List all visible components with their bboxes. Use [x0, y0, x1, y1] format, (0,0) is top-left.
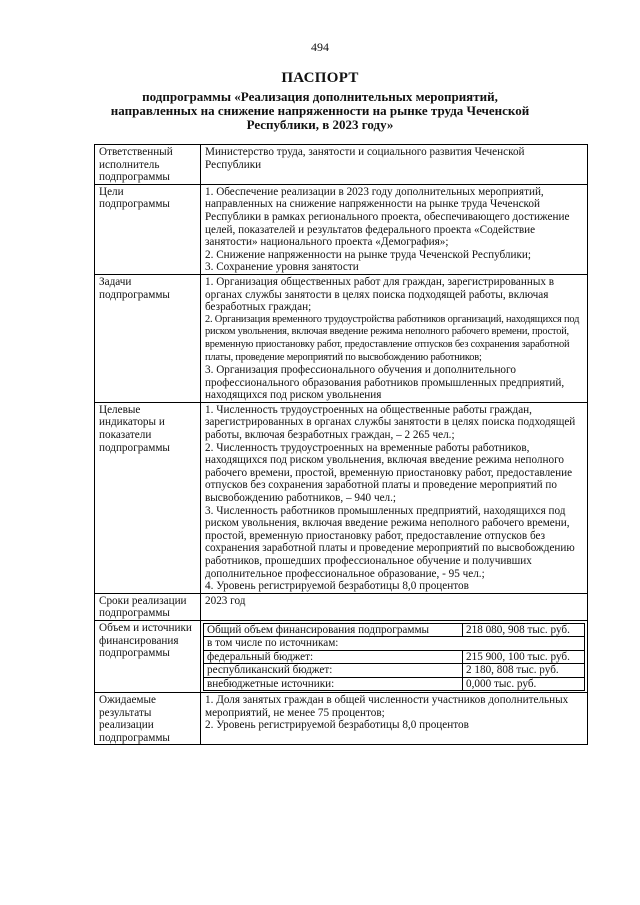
document-subtitle: подпрограммы «Реализация дополнительных мероприятий, направленных на снижение напряженности на рынке труда Чеченской Республики, в 2023 году»: [110, 89, 530, 132]
row-content: [201, 274, 588, 402]
row-content: [201, 145, 588, 185]
paragraph: 4. Уровень регистрируемой безработицы 8,0 процентов: [205, 580, 469, 593]
paragraph: 2. Организация временного трудоустройства работников организаций, находящихся под риском увольнения, включая введение режима неполного рабочего времени, простой, временную приостановку работ, предоставление отпусков без сохранения заработной платы, проведение мероприятий по высвобождению работников;: [205, 313, 580, 363]
table-row: [95, 693, 588, 745]
funding-table: [203, 623, 585, 691]
funding-total-value: 218 080, 908 тыс. руб.: [463, 623, 585, 636]
document-title: ПАСПОРТ: [281, 70, 359, 86]
row-content: [201, 184, 588, 274]
funding-row: [204, 637, 585, 650]
row-label: Объем и источники финансирования подпрограммы: [95, 620, 201, 692]
row-content: [201, 593, 588, 620]
paragraph: 2. Снижение напряженности на рынке труда Чеченской Республики;: [205, 248, 532, 261]
paragraph: 1. Обеспечение реализации в 2023 году дополнительных мероприятий, направленных на снижение напряженности на рынке труда Чеченской Республики в рамках регионального проекта, обеспечивающего достижение целей, показателей и результатов федерального проекта «Содействие занятости» национального проекта «Демография»;: [205, 185, 570, 249]
funding-row: [204, 664, 585, 677]
row-label: Целевые индикаторы и показатели подпрограммы: [95, 402, 201, 593]
table-row: [95, 145, 588, 185]
funding-source-value: 0,000 тыс. руб.: [463, 677, 585, 690]
funding-row: [204, 677, 585, 690]
paragraph: Министерство труда, занятости и социального развития Чеченской Республики: [205, 146, 525, 171]
paragraph: 2023 год: [205, 594, 246, 607]
passport-table: [94, 144, 588, 745]
funding-source-name: внебюджетные источники:: [204, 677, 463, 690]
row-label: Цели подпрограммы: [95, 184, 201, 274]
funding-sources-label: в том числе по источникам:: [204, 637, 585, 650]
table-row: [95, 593, 588, 620]
funding-row: [204, 623, 585, 636]
paragraph: 2. Уровень регистрируемой безработицы 8,0 процентов: [205, 719, 469, 732]
funding-source-name: федеральный бюджет:: [204, 650, 463, 663]
paragraph: 1. Доля занятых граждан в общей численности участников дополнительных мероприятий, не менее 75 процентов;: [205, 694, 569, 719]
funding-content: [201, 620, 588, 692]
table-row: [95, 620, 588, 692]
paragraph: 1. Организация общественных работ для граждан, зарегистрированных в органах службы занятости в целях поиска подходящей работы, включая безработных граждан;: [205, 275, 555, 314]
paragraph: 3. Организация профессионального обучения и дополнительного профессионального образования работников промышленных предприятий, находящихся под риском увольнения: [205, 364, 565, 402]
table-row: [95, 274, 588, 402]
table-row: [95, 184, 588, 274]
funding-source-name: республиканский бюджет:: [204, 664, 463, 677]
row-label: Ответственный исполнитель подпрограммы: [95, 145, 201, 185]
funding-source-value: 215 900, 100 тыс. руб.: [463, 650, 585, 663]
funding-source-value: 2 180, 808 тыс. руб.: [463, 664, 585, 677]
page-number: 494: [311, 40, 329, 54]
paragraph: 3. Сохранение уровня занятости: [205, 261, 359, 274]
row-content: [201, 402, 588, 593]
paragraph: 1. Численность трудоустроенных на общественные работы граждан, зарегистрированных в органах службы занятости в целях поиска подходящей работы, включая безработных граждан, – 2 265 чел.;: [205, 403, 576, 442]
funding-row: [204, 650, 585, 663]
row-label: Ожидаемые результаты реализации подпрограммы: [95, 693, 201, 745]
row-content: [201, 693, 588, 745]
paragraph: 2. Численность трудоустроенных на временные работы работников, находящихся под риском увольнения, включая введение режима неполного рабочего времени, простой, временную приостановку работ, предоставление отпусков без сохранения заработной платы и проведение мероприятий по высвобождению работников, – 940 чел.;: [205, 441, 573, 505]
paragraph: 3. Численность работников промышленных предприятий, находящихся под риском увольнения, включая введение режима неполного рабочего времени, простой, временную приостановку работ, предоставление отпусков без сохранения заработной платы и проведение мероприятий по высвобождению работников, прошедших профессиональное обучение и получивших дополнительное профессиональное образование, - 95 чел.;: [205, 504, 575, 580]
row-label: Задачи подпрограммы: [95, 274, 201, 402]
funding-total-label: Общий объем финансирования подпрограммы: [204, 623, 463, 636]
table-row: [95, 402, 588, 593]
row-label: Сроки реализации подпрограммы: [95, 593, 201, 620]
